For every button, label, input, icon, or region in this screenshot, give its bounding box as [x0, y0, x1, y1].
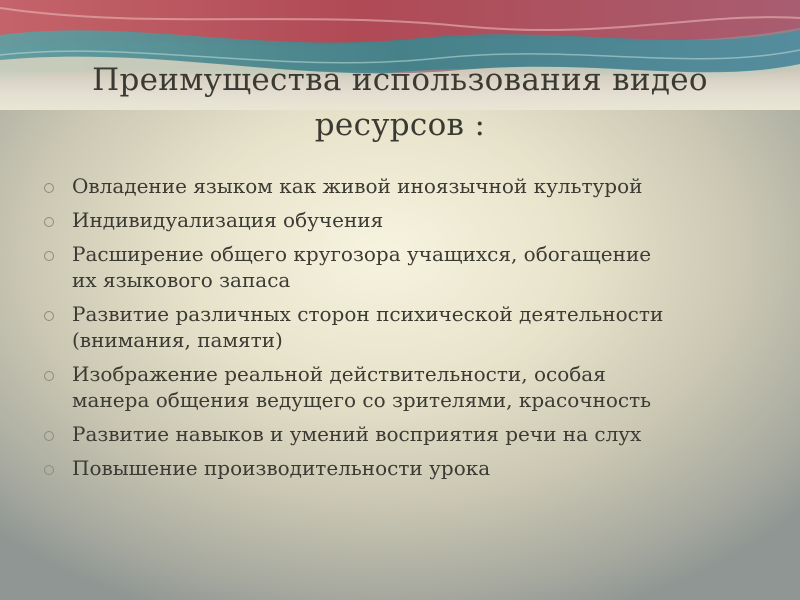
- hollow-circle-bullet-icon: [44, 251, 54, 261]
- bullet-item: [44, 421, 764, 447]
- advantages-bullet-list: [44, 173, 764, 489]
- hollow-circle-bullet-icon: [44, 431, 54, 441]
- bullet-text-line-1: Расширение общего кругозора учащихся, обогащение: [72, 242, 652, 266]
- bullet-item: [44, 207, 764, 233]
- bullet-text-line-1: Развитие различных сторон психической деятельности: [72, 302, 664, 326]
- slide-title-line-2: ресурсов :: [314, 107, 486, 143]
- bullet-item: [44, 455, 764, 481]
- bullet-text: Повышение производительности урока: [72, 456, 491, 480]
- slide-title-line-1: Преимущества использования видео: [92, 62, 708, 98]
- hollow-circle-bullet-icon: [44, 311, 54, 321]
- bullet-item: [44, 361, 764, 413]
- bullet-text: Овладение языком как живой иноязычной культурой: [72, 174, 643, 198]
- hollow-circle-bullet-icon: [44, 183, 54, 193]
- slide-title: [40, 58, 760, 148]
- bullet-text-line-1: Изображение реальной действительности, особая: [72, 362, 606, 386]
- bullet-item: [44, 241, 764, 293]
- bullet-item: [44, 173, 764, 199]
- hollow-circle-bullet-icon: [44, 371, 54, 381]
- bullet-text-line-2: (внимания, памяти): [72, 328, 283, 352]
- bullet-text: Индивидуализация обучения: [72, 208, 384, 232]
- bullet-text-line-2: манера общения ведущего со зрителями, красочность: [72, 388, 652, 412]
- hollow-circle-bullet-icon: [44, 465, 54, 475]
- bullet-item: [44, 301, 764, 353]
- bullet-text: Развитие навыков и умений восприятия речи на слух: [72, 422, 642, 446]
- bullet-text-line-2: их языкового запаса: [72, 268, 291, 292]
- hollow-circle-bullet-icon: [44, 217, 54, 227]
